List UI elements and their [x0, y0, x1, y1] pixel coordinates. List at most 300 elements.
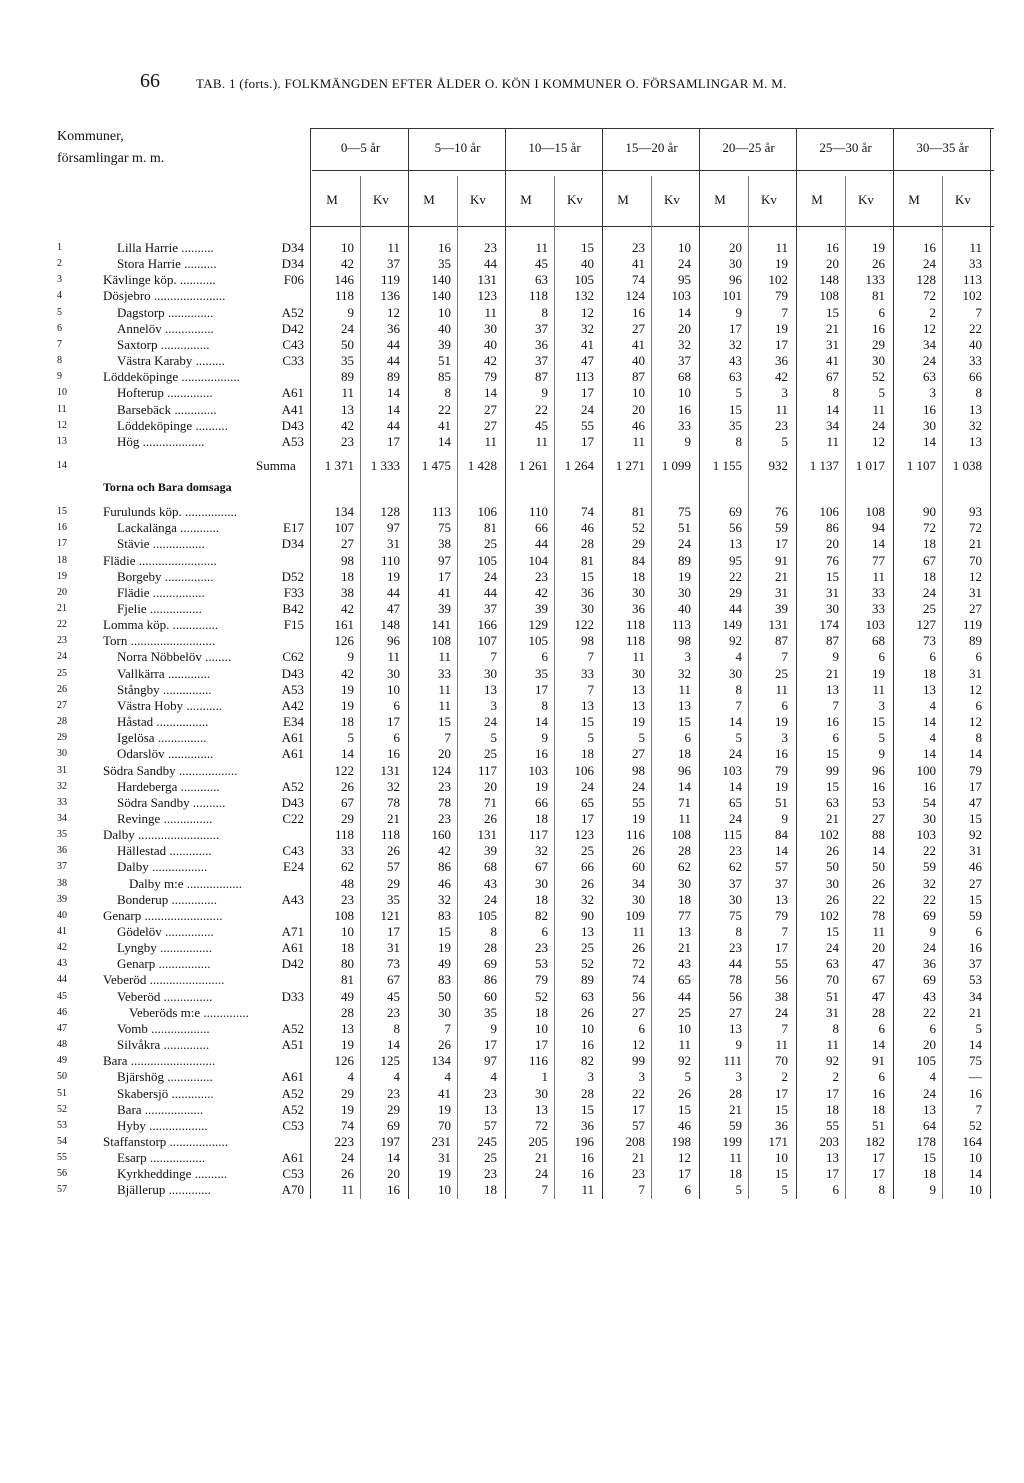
male-count: 3 — [735, 1069, 742, 1085]
male-count: 18 — [923, 1166, 936, 1182]
female-count: 81 — [872, 288, 885, 304]
row-number: 16 — [57, 522, 67, 534]
male-count: 6 — [929, 1020, 936, 1036]
table-row — [0, 1182, 1024, 1198]
male-count: 67 — [341, 794, 354, 810]
female-count: 44 — [387, 336, 400, 352]
male-count: 35 — [729, 417, 742, 433]
male-count: 27 — [632, 320, 645, 336]
male-count: 1 137 — [809, 457, 839, 473]
male-count: 75 — [438, 520, 451, 536]
female-count: 19 — [775, 778, 788, 794]
male-count: 122 — [334, 762, 354, 778]
parish-code: D43 — [281, 417, 304, 433]
male-count: 13 — [341, 401, 354, 417]
female-header: Kv — [761, 192, 777, 207]
female-count: 44 — [387, 353, 400, 369]
male-count: 72 — [632, 956, 645, 972]
parish-code: A41 — [281, 401, 304, 417]
female-count: 39 — [484, 843, 497, 859]
row-number: 36 — [57, 845, 67, 857]
male-count: 10 — [438, 1182, 451, 1198]
male-count: 42 — [341, 601, 354, 616]
male-count: 116 — [528, 1053, 548, 1069]
female-count: 18 — [872, 1101, 885, 1117]
table-row — [0, 1005, 1024, 1021]
male-count: 30 — [632, 665, 645, 681]
male-count: 14 — [729, 714, 742, 730]
male-count: 223 — [334, 1133, 354, 1149]
male-count: 24 — [632, 778, 645, 794]
male-count: 17 — [438, 568, 451, 584]
male-count: 14 — [729, 778, 742, 794]
female-count: 31 — [387, 536, 400, 552]
page-number: 66 — [140, 70, 160, 92]
row-name: Lackalänga ............ — [117, 520, 220, 536]
female-count: 113 — [671, 617, 691, 633]
female-count: 69 — [484, 956, 497, 972]
male-header: M — [326, 192, 338, 207]
female-count: 40 — [484, 336, 497, 352]
female-count: 23 — [387, 1004, 400, 1020]
female-count: 25 — [484, 1150, 497, 1166]
female-count: 17 — [387, 924, 400, 939]
female-count: 30 — [872, 353, 885, 369]
female-count: 5 — [587, 730, 594, 746]
female-count: 24 — [678, 536, 691, 552]
male-count: 111 — [723, 1053, 742, 1069]
female-count: 23 — [775, 417, 788, 433]
male-count: 49 — [341, 988, 354, 1004]
female-count: 119 — [962, 617, 982, 633]
female-count: 113 — [574, 369, 594, 385]
female-count: 31 — [969, 665, 982, 681]
female-count: 24 — [775, 1004, 788, 1020]
parish-code: D43 — [281, 665, 304, 681]
female-count: 14 — [872, 843, 885, 859]
female-count: 123 — [477, 288, 497, 304]
row-name: Igelösa ............... — [117, 730, 207, 746]
female-count: 46 — [581, 520, 594, 536]
male-count: 83 — [438, 972, 451, 988]
female-count: 13 — [775, 891, 788, 907]
female-count: 171 — [768, 1133, 788, 1149]
age-group-header: 25—30 år — [819, 140, 872, 155]
row-number: 34 — [57, 812, 67, 824]
female-count: 47 — [969, 794, 982, 810]
female-count: 4 — [393, 1069, 400, 1085]
female-count: 30 — [678, 584, 691, 600]
female-count: 5 — [684, 1069, 691, 1085]
male-count: 16 — [923, 401, 936, 417]
table-row — [0, 859, 1024, 875]
female-count: 72 — [969, 520, 982, 536]
male-count: 86 — [438, 859, 451, 875]
female-count: 22 — [969, 320, 982, 336]
male-count: 31 — [826, 1004, 839, 1020]
table-row — [0, 1134, 1024, 1150]
female-count: 20 — [387, 1166, 400, 1182]
female-count: 25 — [484, 536, 497, 552]
male-count: 44 — [729, 601, 742, 616]
female-count: 6 — [975, 924, 982, 939]
male-count: 22 — [923, 843, 936, 859]
row-name: Hällestad ............. — [117, 843, 212, 859]
male-count: 38 — [341, 584, 354, 600]
female-count: 43 — [484, 875, 497, 891]
female-count: 28 — [484, 940, 497, 956]
male-count: 7 — [541, 1182, 548, 1198]
female-count: 23 — [387, 1085, 400, 1101]
male-count: 63 — [826, 956, 839, 972]
female-count: 75 — [969, 1053, 982, 1069]
female-count: 51 — [775, 794, 788, 810]
male-count: 11 — [341, 1182, 354, 1198]
row-number: 50 — [57, 1071, 67, 1083]
table-row — [0, 305, 1024, 321]
row-number: 52 — [57, 1103, 67, 1115]
male-count: 30 — [729, 256, 742, 272]
row-number: 57 — [57, 1184, 67, 1196]
female-count: 53 — [872, 794, 885, 810]
male-count: 87 — [535, 369, 548, 385]
male-count: 149 — [722, 617, 742, 633]
male-count: 11 — [438, 697, 451, 713]
row-name: Veberöd ............... — [117, 988, 213, 1004]
female-count: 92 — [969, 827, 982, 843]
female-count: 131 — [380, 762, 400, 778]
row-name: Håstad ................ — [117, 714, 209, 730]
row-number: 15 — [57, 506, 67, 518]
male-count: 18 — [341, 714, 354, 730]
female-count: 12 — [969, 714, 982, 730]
male-count: 20 — [632, 401, 645, 417]
female-count: 29 — [387, 875, 400, 891]
female-count: 11 — [678, 810, 691, 826]
female-count: 32 — [581, 320, 594, 336]
male-count: 92 — [729, 633, 742, 649]
row-number: 5 — [57, 306, 62, 318]
table-row — [0, 763, 1024, 779]
female-count: 29 — [387, 1101, 400, 1117]
table-row — [0, 1069, 1024, 1085]
female-count: 14 — [969, 1166, 982, 1182]
table-row — [0, 369, 1024, 385]
male-count: 30 — [535, 875, 548, 891]
row-number: 40 — [57, 909, 67, 921]
parish-code: E34 — [283, 714, 304, 730]
male-count: 103 — [916, 827, 936, 843]
row-name: Flädie ................ — [117, 584, 205, 600]
table-row — [0, 256, 1024, 272]
row-number: 6 — [57, 322, 62, 334]
male-count: 30 — [826, 875, 839, 891]
parish-code: A52 — [281, 1020, 304, 1036]
female-count: 59 — [775, 520, 788, 536]
row-number: 9 — [57, 371, 62, 383]
male-count: 6 — [832, 730, 839, 746]
male-count: 66 — [535, 794, 548, 810]
male-count: 19 — [341, 697, 354, 713]
female-count: 118 — [380, 827, 400, 843]
male-count: 27 — [632, 1004, 645, 1020]
row-number: 55 — [57, 1152, 67, 1164]
row-number: 46 — [57, 1006, 67, 1018]
parish-code: D43 — [281, 794, 304, 810]
female-count: 37 — [484, 601, 497, 616]
female-count: 14 — [969, 1037, 982, 1053]
row-name: Västra Hoby ........... — [117, 697, 223, 713]
male-count: 62 — [341, 859, 354, 875]
male-count: 18 — [632, 568, 645, 584]
male-count: 84 — [632, 552, 645, 568]
male-count: 42 — [341, 665, 354, 681]
female-count: 16 — [872, 1085, 885, 1101]
male-count: 17 — [826, 1085, 839, 1101]
female-count: 5 — [490, 730, 497, 746]
male-count: 66 — [535, 520, 548, 536]
row-number: 25 — [57, 667, 67, 679]
male-count: 7 — [832, 697, 839, 713]
parish-code: A61 — [281, 746, 304, 762]
male-count: 103 — [528, 762, 548, 778]
male-count: 35 — [341, 353, 354, 369]
female-header: Kv — [470, 192, 486, 207]
male-count: 105 — [916, 1053, 936, 1069]
male-count: 41 — [826, 353, 839, 369]
row-number: 8 — [57, 355, 62, 367]
female-count: 27 — [484, 417, 497, 433]
row-name: Barsebäck ............. — [117, 401, 217, 417]
table-row — [0, 649, 1024, 665]
male-count: 13 — [923, 681, 936, 697]
female-count: 36 — [387, 320, 400, 336]
male-count: 8 — [444, 385, 451, 401]
male-count: 11 — [729, 1150, 742, 1166]
female-count: 13 — [969, 401, 982, 417]
male-count: 24 — [826, 940, 839, 956]
male-count: 1 261 — [518, 457, 548, 473]
age-group-header: 10—15 år — [528, 140, 581, 155]
male-count: 18 — [535, 891, 548, 907]
female-count: 16 — [387, 1182, 400, 1198]
female-count: 245 — [477, 1133, 497, 1149]
row-name: Södra Sandby .......... — [117, 794, 226, 810]
male-count: 18 — [729, 1166, 742, 1182]
male-count: 18 — [535, 1004, 548, 1020]
male-count: 13 — [826, 681, 839, 697]
male-count: 14 — [923, 714, 936, 730]
female-count: 33 — [872, 601, 885, 616]
female-count: 10 — [387, 681, 400, 697]
female-count: 16 — [872, 778, 885, 794]
male-count: 19 — [438, 1166, 451, 1182]
female-count: 13 — [969, 433, 982, 449]
male-count: 16 — [535, 746, 548, 762]
female-count: 30 — [484, 320, 497, 336]
male-count: 80 — [341, 956, 354, 972]
female-count: 119 — [380, 272, 400, 288]
female-count: 105 — [477, 552, 497, 568]
table-row — [0, 666, 1024, 682]
male-count: 15 — [826, 778, 839, 794]
female-count: 36 — [581, 584, 594, 600]
row-name: Revinge ............... — [117, 810, 213, 826]
female-count: 103 — [865, 617, 885, 633]
male-count: 26 — [632, 843, 645, 859]
female-count: 30 — [387, 665, 400, 681]
female-count: 13 — [484, 1101, 497, 1117]
female-count: 23 — [484, 1085, 497, 1101]
female-count: 20 — [872, 940, 885, 956]
female-count: 32 — [387, 778, 400, 794]
male-count: 106 — [819, 504, 839, 520]
female-count: 11 — [872, 401, 885, 417]
row-name: Genarp ................ — [117, 956, 211, 972]
female-count: 43 — [678, 956, 691, 972]
female-count: 86 — [484, 972, 497, 988]
male-count: 11 — [826, 1037, 839, 1053]
female-count: 66 — [969, 369, 982, 385]
male-count: 78 — [729, 972, 742, 988]
male-count: 161 — [334, 617, 354, 633]
female-count: 12 — [387, 304, 400, 320]
male-count: 30 — [923, 810, 936, 826]
female-count: 27 — [969, 601, 982, 616]
male-count: 46 — [438, 875, 451, 891]
parish-code: A52 — [281, 1101, 304, 1117]
female-count: 7 — [587, 649, 594, 665]
male-count: 17 — [632, 1101, 645, 1117]
female-count: 62 — [678, 859, 691, 875]
male-count: 18 — [826, 1101, 839, 1117]
male-count: 1 107 — [906, 457, 936, 473]
male-count: 67 — [826, 369, 839, 385]
female-count: 27 — [872, 810, 885, 826]
male-count: 45 — [535, 256, 548, 272]
table-row — [0, 1053, 1024, 1069]
male-count: 29 — [341, 810, 354, 826]
male-count: 26 — [826, 891, 839, 907]
female-count: 12 — [678, 1150, 691, 1166]
female-count: 26 — [678, 1085, 691, 1101]
female-count: 102 — [962, 288, 982, 304]
female-count: 42 — [484, 353, 497, 369]
row-number: 53 — [57, 1119, 67, 1131]
female-count: 96 — [872, 762, 885, 778]
male-count: 26 — [826, 843, 839, 859]
female-count: 55 — [581, 417, 594, 433]
row-name: Furulunds köp. ................ — [103, 504, 237, 520]
male-count: 69 — [729, 504, 742, 520]
male-count: 41 — [438, 417, 451, 433]
female-header: Kv — [567, 192, 583, 207]
female-count: 52 — [969, 1117, 982, 1133]
male-count: 22 — [632, 1085, 645, 1101]
age-group-header: 20—25 år — [722, 140, 775, 155]
male-count: 16 — [632, 304, 645, 320]
row-header-line-2: församlingar m. m. — [57, 151, 165, 166]
female-count: 81 — [581, 552, 594, 568]
male-count: 10 — [632, 385, 645, 401]
row-name: Flädie ........................ — [103, 552, 217, 568]
female-count: 105 — [477, 907, 497, 923]
female-header: Kv — [858, 192, 874, 207]
male-count: 10 — [438, 304, 451, 320]
male-count: 30 — [632, 891, 645, 907]
male-count: 18 — [341, 568, 354, 584]
female-count: 8 — [490, 924, 497, 939]
male-count: 49 — [438, 956, 451, 972]
female-count: 14 — [969, 746, 982, 762]
male-count: 115 — [722, 827, 742, 843]
male-count: 11 — [341, 385, 354, 401]
female-count: 1 038 — [952, 457, 982, 473]
female-count: 82 — [581, 1053, 594, 1069]
table-row — [0, 1037, 1024, 1053]
male-count: 56 — [729, 520, 742, 536]
male-count: 83 — [438, 907, 451, 923]
female-count: 122 — [574, 617, 594, 633]
table-row — [0, 1021, 1024, 1037]
female-count: 25 — [775, 665, 788, 681]
male-count: 13 — [632, 697, 645, 713]
female-count: 3 — [490, 697, 497, 713]
male-count: 32 — [923, 875, 936, 891]
male-count: 36 — [632, 601, 645, 616]
female-count: 17 — [969, 778, 982, 794]
female-count: 79 — [775, 288, 788, 304]
female-count: 96 — [678, 762, 691, 778]
male-count: 25 — [923, 601, 936, 616]
female-count: 32 — [969, 417, 982, 433]
female-count: 30 — [581, 601, 594, 616]
female-count: 14 — [872, 536, 885, 552]
female-count: 33 — [872, 584, 885, 600]
male-count: 20 — [729, 240, 742, 255]
female-count: 57 — [387, 859, 400, 875]
table-row — [0, 876, 1024, 892]
male-count: 23 — [729, 940, 742, 956]
table-row — [0, 272, 1024, 288]
male-count: 19 — [341, 1101, 354, 1117]
female-count: 33 — [581, 665, 594, 681]
male-count: 11 — [438, 649, 451, 665]
female-count: 136 — [380, 288, 400, 304]
row-number: 23 — [57, 635, 67, 647]
male-count: 56 — [729, 988, 742, 1004]
male-count: 124 — [625, 288, 645, 304]
female-count: 40 — [969, 336, 982, 352]
parish-code: C62 — [282, 649, 304, 665]
female-count: 13 — [581, 924, 594, 939]
female-count: 77 — [872, 552, 885, 568]
male-count: 65 — [729, 794, 742, 810]
male-count: 14 — [826, 401, 839, 417]
female-count: 110 — [380, 552, 400, 568]
row-number: 14 — [57, 459, 67, 471]
male-count: 38 — [438, 536, 451, 552]
row-name: Odarslöv .............. — [117, 746, 214, 762]
female-count: 105 — [574, 272, 594, 288]
male-count: 24 — [923, 1085, 936, 1101]
female-count: 68 — [678, 369, 691, 385]
table-row — [0, 385, 1024, 401]
female-count: 33 — [969, 256, 982, 272]
row-number: 54 — [57, 1135, 67, 1147]
female-count: 131 — [477, 272, 497, 288]
female-count: 34 — [969, 988, 982, 1004]
